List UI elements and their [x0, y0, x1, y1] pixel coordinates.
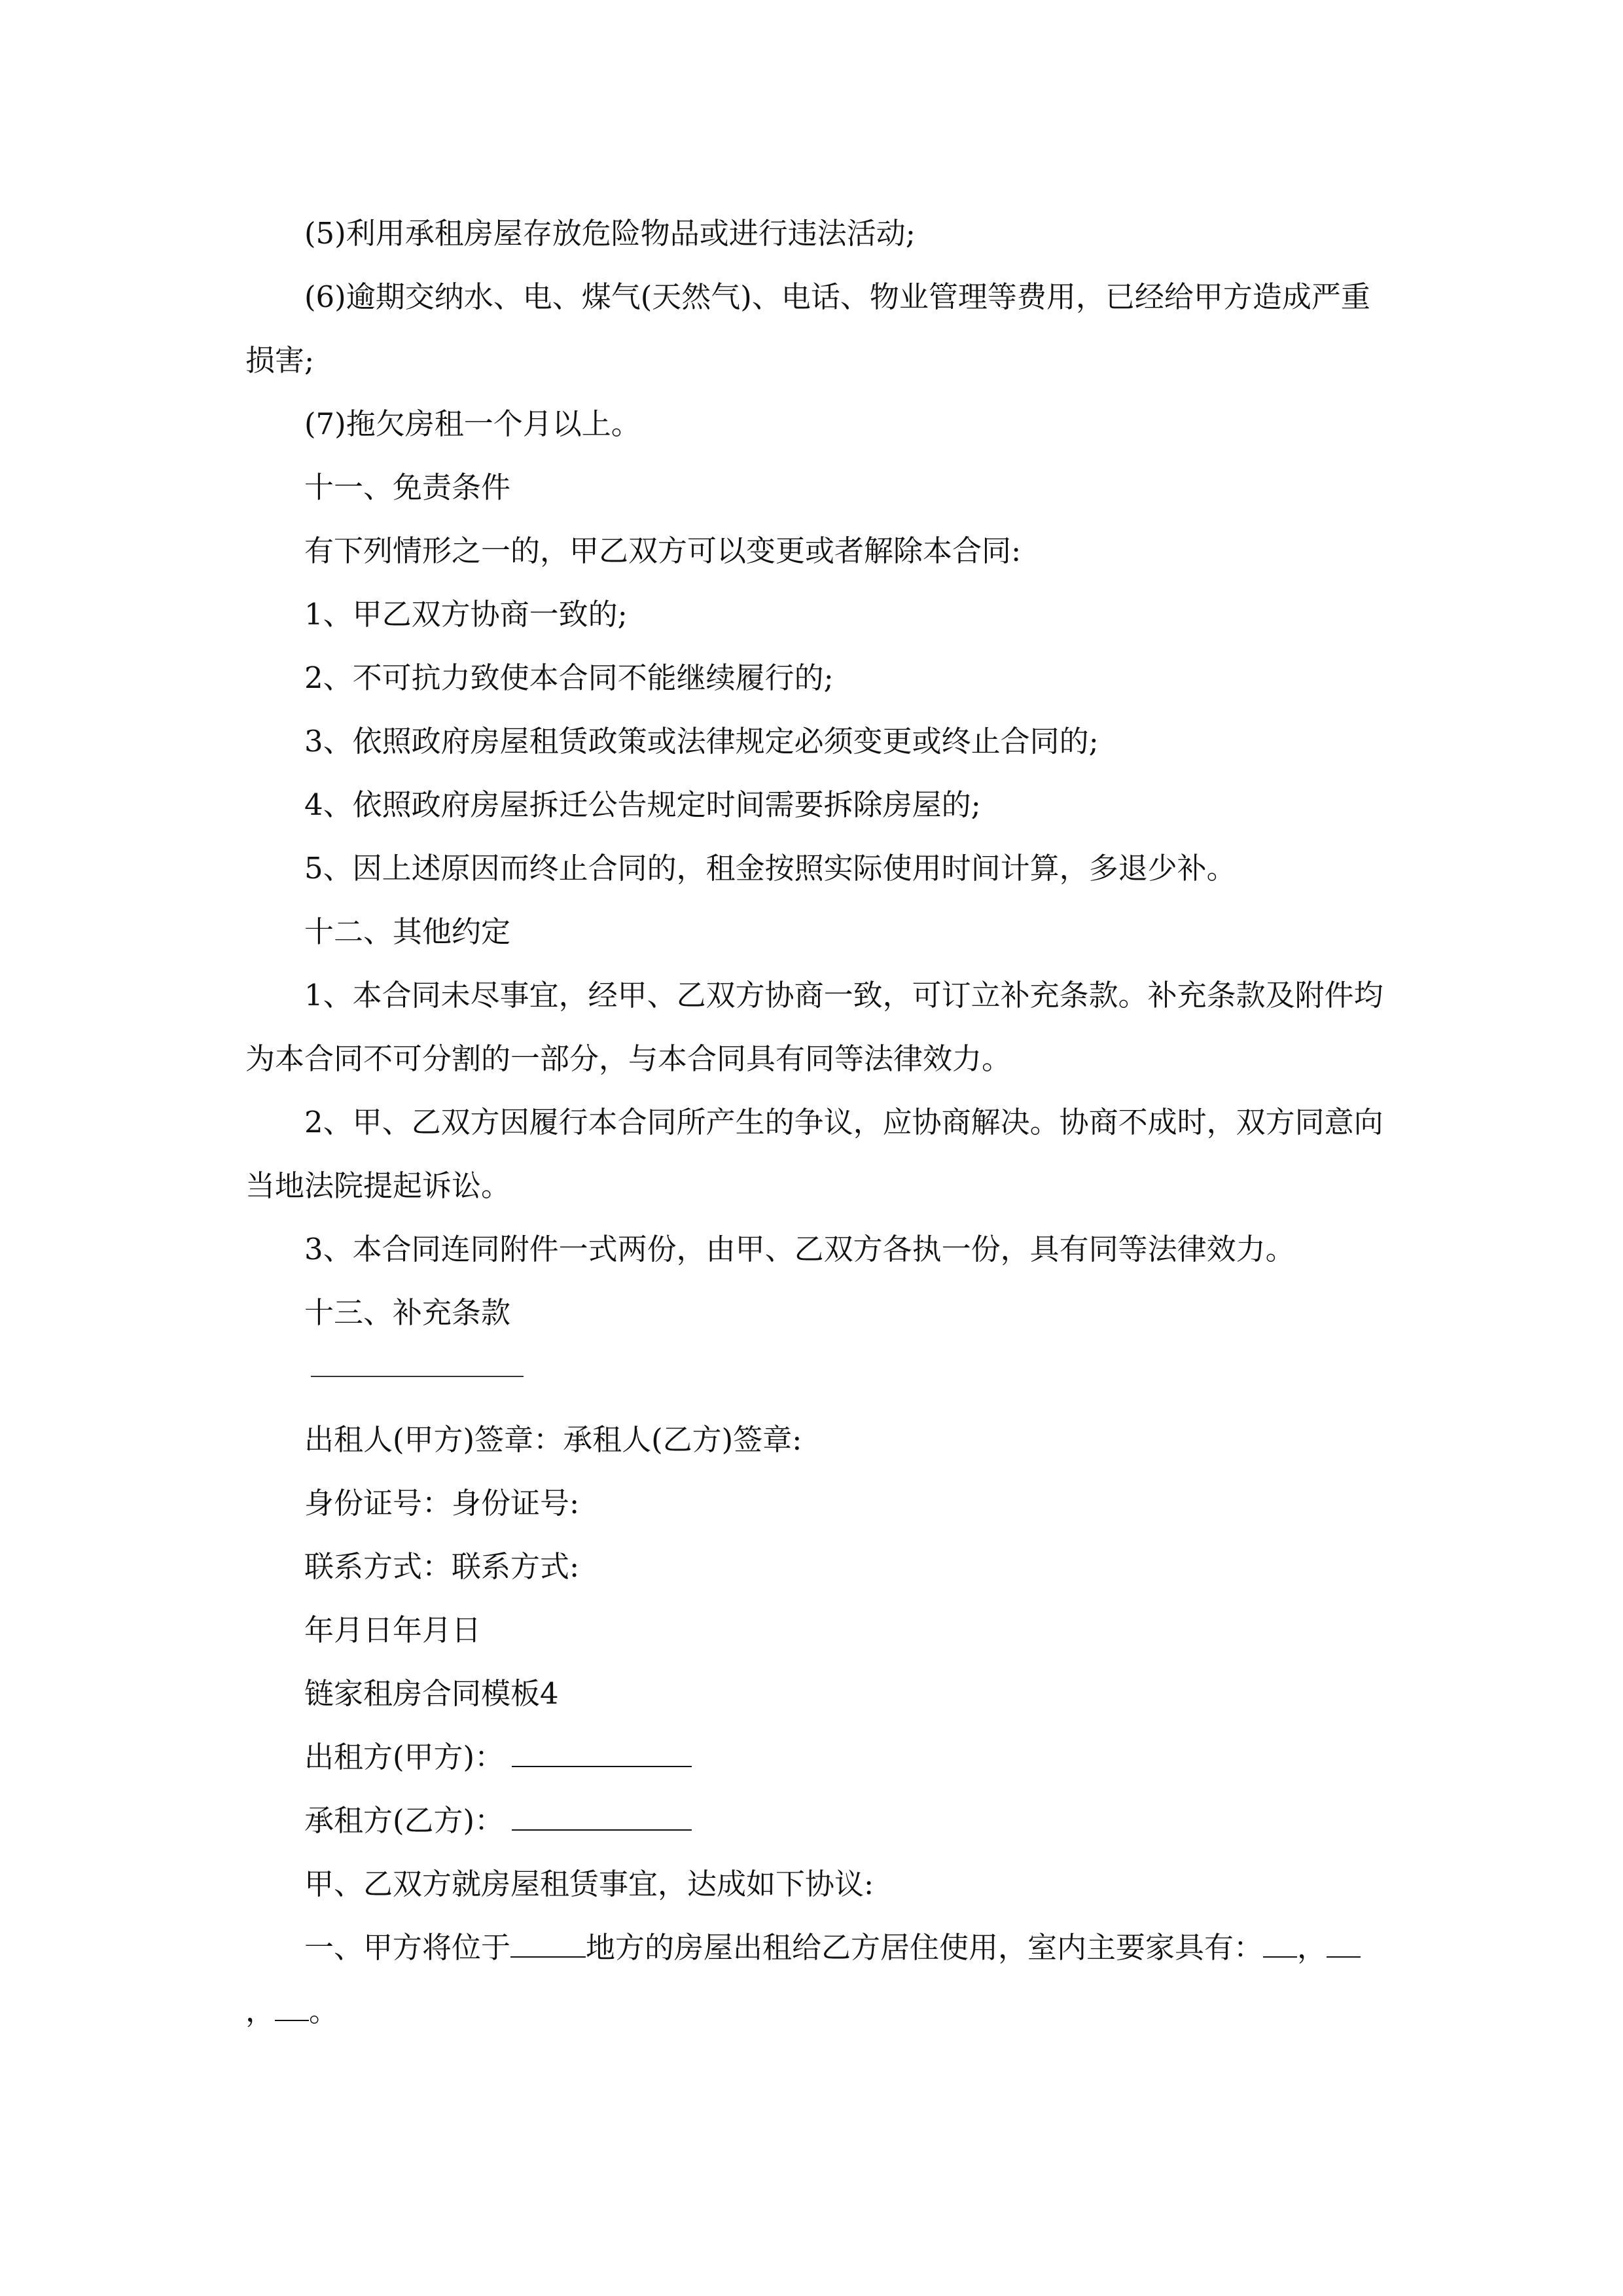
article-1-start: 一、甲方将位于 [304, 1930, 511, 1965]
furniture-blank-2 [1327, 1930, 1361, 1958]
furniture-blank-3 [275, 1994, 309, 2021]
section-11-item-4: 4、依照政府房屋拆迁公告规定时间需要拆除房屋的; [304, 787, 981, 822]
clause-5: (5)利用承租房屋存放危险物品或进行违法活动; [304, 216, 916, 251]
comma-2: ， [245, 1994, 276, 2028]
id-number-line: 身份证号：身份证号: [304, 1486, 580, 1520]
signature-line: 出租人(甲方)签章：承租人(乙方)签章: [304, 1422, 802, 1457]
section-11-item-5: 5、因上述原因而终止合同的，租金按照实际使用时间计算，多退少补。 [304, 851, 1236, 886]
lessee-label: 承租方(乙方)： [304, 1803, 505, 1838]
location-blank [510, 1930, 586, 1958]
document-body [245, 202, 1387, 2043]
clause-7: (7)拖欠房租一个月以上。 [304, 406, 641, 441]
lessor-blank [512, 1740, 692, 1767]
lessee-blank [512, 1803, 692, 1831]
section-11-item-3: 3、依照政府房屋租赁政策或法律规定必须变更或终止合同的; [304, 724, 1099, 759]
section-11-item-1: 1、甲乙双方协商一致的; [304, 597, 628, 632]
clause-6: (6)逾期交纳水、电、煤气(天然气)、电话、物业管理等费用，已经给甲方造成严重损害; [245, 279, 1370, 378]
date-line: 年月日年月日 [304, 1613, 482, 1647]
supplement-blank-line [245, 1344, 1387, 1408]
section-12-item-3: 3、本合同连同附件一式两份，由甲、乙双方各执一份，具有同等法律效力。 [304, 1232, 1295, 1266]
article-1-middle: 地方的房屋出租给乙方居住使用，室内主要家具有： [586, 1930, 1264, 1965]
section-12-item-2: 2、甲、乙双方因履行本合同所产生的争议，应协商解决。协商不成时，双方同意向当地法院提起诉讼。 [245, 1105, 1383, 1203]
template-title: 链家租房合同模板4 [304, 1676, 559, 1711]
section-12-item-1: 1、本合同未尽事宜，经甲、乙双方协商一致，可订立补充条款。补充条款及附件均为本合同不可分割的一部分，与本合同具有同等法律效力。 [245, 978, 1383, 1076]
horizontal-rule [311, 1376, 524, 1377]
section-11-heading: 十一、免责条件 [304, 470, 511, 505]
agreement-intro: 甲、乙双方就房屋租赁事宜，达成如下协议: [304, 1867, 874, 1901]
section-13-heading: 十三、补充条款 [304, 1295, 511, 1330]
section-11-intro: 有下列情形之一的，甲乙双方可以变更或者解除本合同: [304, 533, 1022, 568]
period: 。 [309, 1994, 339, 2028]
lessee-line [245, 1789, 1387, 1852]
section-12-heading: 十二、其他约定 [304, 914, 511, 949]
furniture-blank-1 [1263, 1930, 1297, 1958]
lessor-label: 出租方(甲方)： [304, 1740, 505, 1774]
article-1 [245, 1916, 1387, 2043]
section-11-item-2: 2、不可抗力致使本合同不能继续履行的; [304, 660, 834, 695]
lessor-line [245, 1725, 1387, 1789]
contact-line: 联系方式：联系方式: [304, 1549, 580, 1584]
comma-1: ， [1297, 1930, 1327, 1965]
